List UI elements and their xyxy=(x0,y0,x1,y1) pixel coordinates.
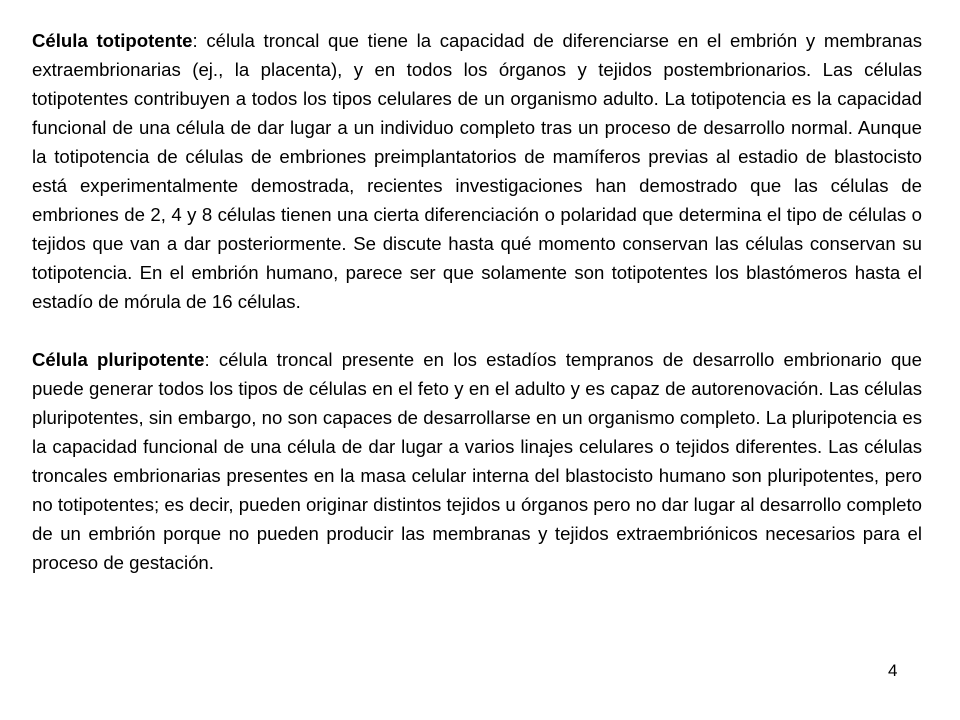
page-number: 4 xyxy=(888,661,898,680)
totipotent-definition-text: : célula troncal que tiene la capacidad de diferenciarse en el embrión y membranas extraembrionarias (ej., la placenta), y en todos los órganos y tejidos postembrionarios. Las células totipotentes contribuyen a todos los tipos celulares de un organismo adulto. La totipotencia es la capacidad funcional de una célula de dar lugar a un individuo completo tras un proceso de desarrollo normal. Aunque la totipotencia de células de embriones preimplantatorios de mamíferos previas al estadio de blastocisto está experimentalmente demostrada, recientes investigaciones han demostrado que las células de embriones de 2, 4 y 8 células tienen una cierta diferenciación o polaridad que determina el tipo de células o tejidos que van a dar posteriormente. Se discute hasta qué momento conservan las células conservan su totipotencia. En el embrión humano, parece ser que solamente son totipotentes los blastómeros hasta el estadío de mórula de 16 células. xyxy=(32,30,922,312)
pluripotent-term: Célula pluripotente xyxy=(32,349,205,370)
slide-content xyxy=(32,26,922,577)
pluripotent-definition-paragraph xyxy=(32,345,922,577)
totipotent-definition-paragraph xyxy=(32,26,922,316)
pluripotent-definition-text: : célula troncal presente en los estadíos tempranos de desarrollo embrionario que puede generar todos los tipos de células en el feto y en el adulto y es capaz de autorenovación. Las células pluripotentes, sin embargo, no son capaces de desarrollarse en un organismo completo. La pluripotencia es la capacidad funcional de una célula de dar lugar a varios linajes celulares o tejidos diferentes. Las células troncales embrionarias presentes en la masa celular interna del blastocisto humano son pluripotentes, pero no totipotentes; es decir, pueden originar distintos tejidos u órganos pero no dar lugar al desarrollo completo de un embrión porque no pueden producir las membranas y tejidos extraembriónicos necesarios para el proceso de gestación. xyxy=(32,349,922,573)
totipotent-term: Célula totipotente xyxy=(32,30,193,51)
